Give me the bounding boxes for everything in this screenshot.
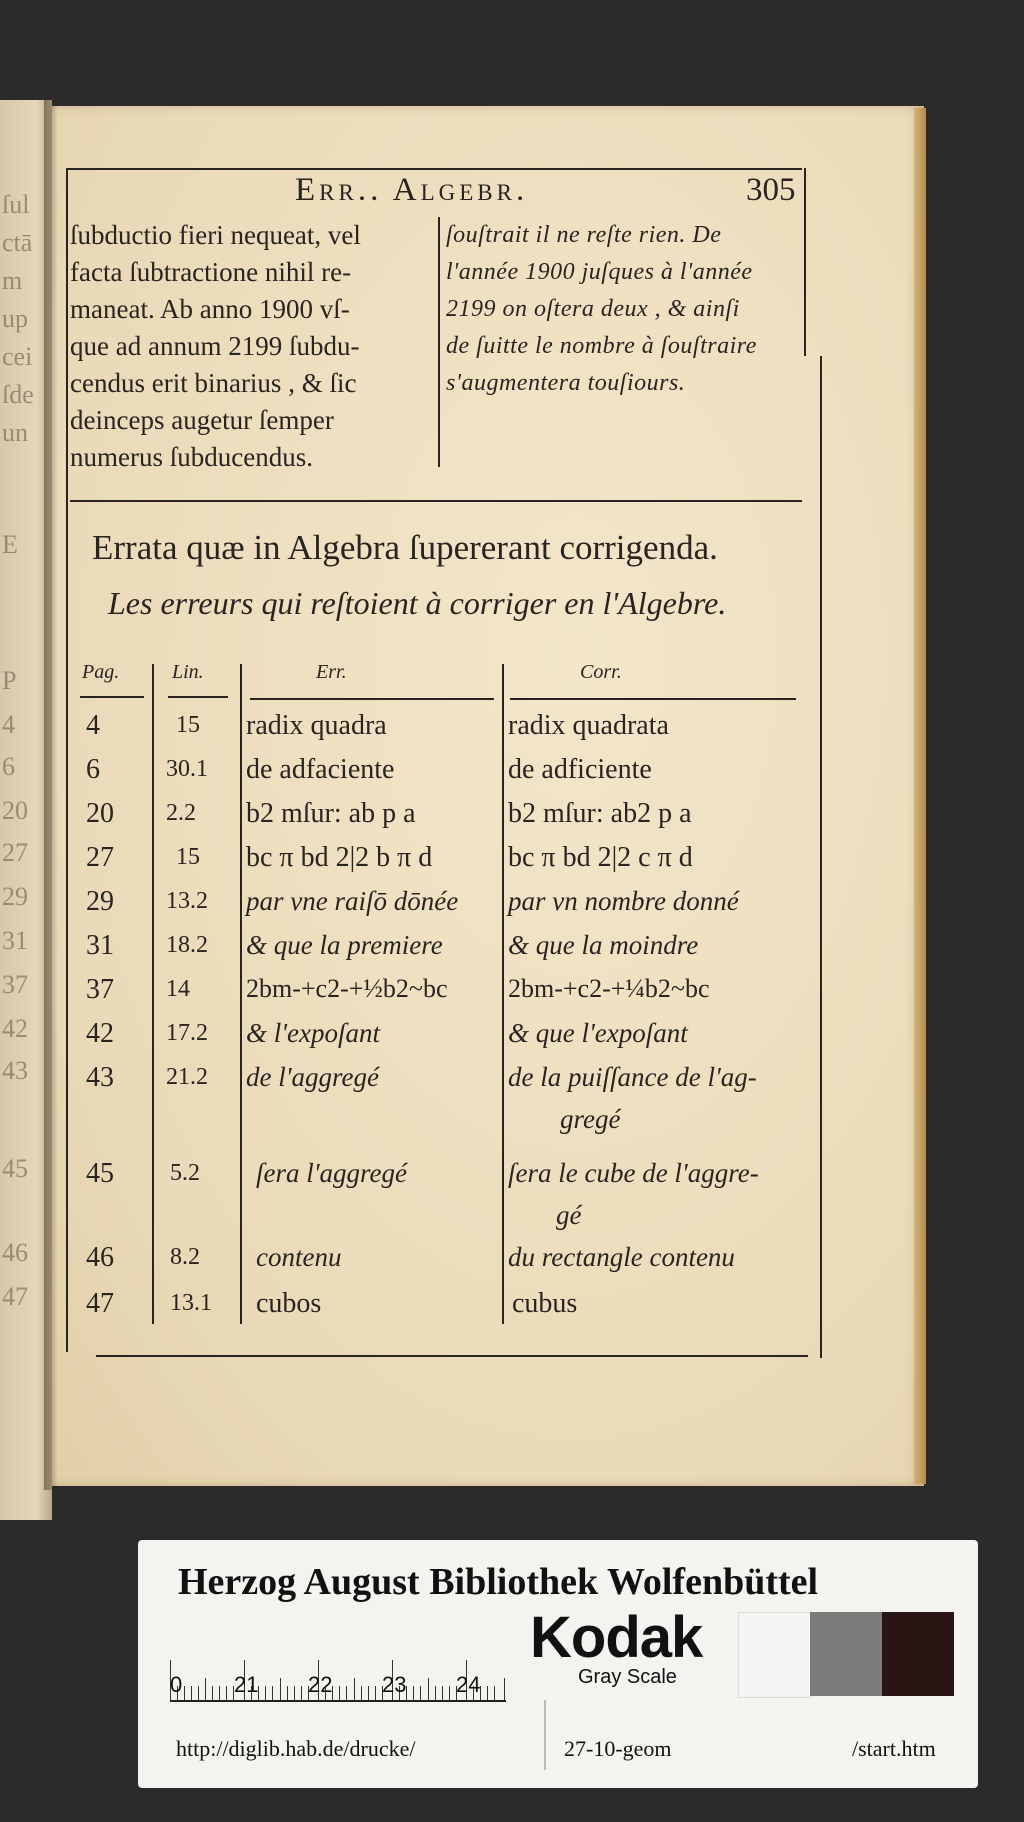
ghost-text: cei	[2, 342, 33, 371]
color-calibration-card	[138, 1540, 978, 1788]
cell-lin: 21.2	[166, 1064, 208, 1090]
header-pag: Pag.	[82, 661, 120, 683]
cell-err: ſera l'aggregé	[256, 1158, 407, 1188]
cell-err: contenu	[256, 1242, 342, 1272]
ruler-number: 0	[170, 1672, 183, 1697]
card-separator	[544, 1700, 546, 1770]
cell-err: radix quadra	[246, 710, 387, 741]
cell-lin: 5.2	[170, 1160, 200, 1186]
errata-title-latin: Errata quæ in Algebra ſupererant corrigenda.	[92, 528, 718, 567]
ruler-tick	[368, 1686, 369, 1700]
ghost-text: 20	[2, 796, 28, 825]
cell-pag: 6	[86, 754, 100, 785]
ruler-tick	[449, 1686, 450, 1700]
cell-err: & que la premiere	[246, 930, 443, 960]
latin-line: maneat. Ab anno 1900 vſ-	[70, 294, 350, 324]
cell-lin: 2.2	[166, 800, 196, 826]
ghost-text: 37	[2, 970, 28, 999]
ghost-text: ſul	[2, 190, 30, 219]
ghost-text: P	[2, 666, 17, 695]
cell-lin: 13.1	[170, 1290, 212, 1316]
cell-corr: du rectangle contenu	[508, 1242, 735, 1272]
gray-swatch	[810, 1612, 882, 1696]
cell-lin: 14	[166, 976, 190, 1002]
header-underline	[80, 696, 144, 698]
latin-line: deinceps augetur ſemper	[70, 405, 334, 435]
ghost-text: 29	[2, 882, 28, 911]
cell-corr: ſera le cube de l'aggre-	[508, 1158, 759, 1188]
ghost-text: 4	[2, 710, 15, 739]
ghost-text: 31	[2, 926, 28, 955]
ruler-tick	[413, 1686, 414, 1700]
ghost-text: 42	[2, 1014, 28, 1043]
ruler-tick	[494, 1686, 495, 1700]
ruler-tick	[265, 1686, 266, 1700]
spine-shadow	[44, 100, 58, 1490]
ruler-number: 22	[308, 1672, 333, 1697]
cell-corr: radix quadrata	[508, 710, 669, 741]
latin-line: que ad annum 2199 ſubdu-	[70, 331, 360, 361]
french-column	[446, 217, 796, 402]
cell-pag: 45	[86, 1158, 114, 1189]
french-line: l'année 1900 juſques à l'année	[446, 259, 753, 285]
cell-lin: 15	[176, 844, 200, 870]
ghost-text: E	[2, 530, 18, 559]
ghost-text: ſde	[2, 380, 34, 409]
cell-corr: & que la moindre	[508, 930, 699, 960]
cell-lin: 18.2	[166, 932, 208, 958]
cell-pag: 43	[86, 1062, 114, 1093]
ghost-text: 43	[2, 1056, 28, 1085]
cell-err: bc π bd 2|2 b π d	[246, 842, 433, 873]
cell-lin: 13.2	[166, 888, 208, 914]
table-divider-2	[240, 664, 242, 1324]
header-underline	[510, 698, 796, 700]
black-swatch	[882, 1612, 954, 1696]
latin-column	[70, 217, 436, 476]
ruler-tick	[504, 1678, 505, 1700]
ruler-tick	[272, 1686, 273, 1700]
table-divider-3	[502, 664, 504, 1324]
white-swatch	[738, 1612, 812, 1698]
ghost-text: 46	[2, 1238, 28, 1267]
french-line: ſouſtrait il ne reſte rien. De	[446, 222, 722, 248]
cell-lin: 15	[176, 712, 200, 738]
frame-right-rule-lower	[820, 356, 822, 1358]
cell-corr: bc π bd 2|2 c π d	[508, 842, 693, 873]
cell-err: cubos	[256, 1288, 322, 1319]
cell-err: de adfaciente	[246, 754, 395, 785]
cell-err: 2bm-+c2-+½b2~bc	[246, 974, 448, 1003]
ruler-tick	[184, 1686, 185, 1700]
header-underline	[168, 696, 228, 698]
cell-corr-continued: gé	[556, 1200, 582, 1230]
header-lin: Lin.	[172, 661, 204, 683]
cell-corr: de adficiente	[508, 754, 652, 785]
latin-line: numerus ſubducendus.	[70, 442, 313, 472]
ruler-tick	[354, 1678, 355, 1700]
cell-pag: 20	[86, 798, 114, 829]
cell-pag: 47	[86, 1288, 114, 1319]
ruler-tick	[420, 1686, 421, 1700]
french-line: s'augmentera touſiours.	[446, 370, 686, 396]
cell-pag: 42	[86, 1018, 114, 1049]
cell-corr: b2 mſur: ab2 p a	[508, 798, 692, 829]
url-right: /start.htm	[852, 1736, 936, 1761]
ruler-tick	[191, 1686, 192, 1700]
bottom-rule	[96, 1355, 808, 1357]
cell-corr: & que l'expoſant	[508, 1018, 688, 1048]
latin-line: facta ſubtractione nihil re-	[70, 257, 352, 287]
cell-pag: 46	[86, 1242, 114, 1273]
section-rule	[70, 500, 802, 502]
ruler-number: 21	[234, 1672, 259, 1697]
library-name: Herzog August Bibliothek Wolfenbüttel	[178, 1561, 819, 1603]
cell-corr: cubus	[512, 1288, 578, 1319]
top-rule	[68, 168, 802, 170]
running-head: Err.. Algebr.	[295, 172, 529, 208]
ruler-tick	[280, 1678, 281, 1700]
ruler-tick	[428, 1678, 429, 1700]
latin-line: ſubductio fieri nequeat, vel	[70, 220, 361, 250]
ruler-tick	[442, 1686, 443, 1700]
cell-pag: 29	[86, 886, 114, 917]
ruler-tick	[212, 1686, 213, 1700]
gray-scale-label: Gray Scale	[578, 1666, 677, 1688]
cell-corr: de la puiſſance de l'ag-	[508, 1062, 757, 1092]
page-edge	[914, 108, 926, 1484]
table-divider-1	[152, 664, 154, 1324]
ruler-tick	[339, 1686, 340, 1700]
cell-pag: 31	[86, 930, 114, 961]
ghost-text: 6	[2, 752, 15, 781]
ghost-text: 45	[2, 1154, 28, 1183]
ruler-tick	[226, 1686, 227, 1700]
ruler-tick	[287, 1686, 288, 1700]
ruler-tick	[346, 1686, 347, 1700]
frame-left-rule	[66, 168, 68, 1352]
kodak-logo: Kodak	[530, 1605, 703, 1670]
url-middle: 27-10-geom	[564, 1736, 672, 1761]
ruler-tick	[205, 1678, 206, 1700]
latin-line: cendus erit binarius , & ſic	[70, 368, 357, 398]
cell-corr: 2bm-+c2-+¼b2~bc	[508, 974, 710, 1003]
page-number: 305	[746, 172, 796, 208]
cell-pag: 27	[86, 842, 114, 873]
url-left: http://diglib.hab.de/drucke/	[176, 1736, 416, 1761]
cell-err: b2 mſur: ab p a	[246, 798, 416, 829]
ruler-tick	[219, 1686, 220, 1700]
ruler-number: 24	[456, 1672, 481, 1697]
cell-pag: 37	[86, 974, 114, 1005]
cell-lin: 8.2	[170, 1244, 200, 1270]
cell-lin: 17.2	[166, 1020, 208, 1046]
header-corr: Corr.	[580, 661, 622, 683]
ruler-tick	[487, 1686, 488, 1700]
ghost-text: ctā	[2, 228, 33, 257]
french-line: 2199 on oſtera deux , & ainſi	[446, 296, 740, 322]
ghost-text: 47	[2, 1282, 28, 1311]
ruler-tick	[198, 1686, 199, 1700]
cell-pag: 4	[86, 710, 100, 741]
french-line: de ſuitte le nombre à ſouſtraire	[446, 333, 757, 359]
ruler-tick	[361, 1686, 362, 1700]
errata-title-french: Les erreurs qui reſtoient à corriger en l'Algebre.	[108, 585, 727, 621]
ruler-number: 23	[382, 1672, 407, 1697]
header-err: Err.	[316, 661, 347, 683]
ruler-tick	[435, 1686, 436, 1700]
ruler-tick	[301, 1686, 302, 1700]
ruler-tick	[375, 1686, 376, 1700]
ghost-text: m	[2, 266, 23, 295]
ghost-text: un	[2, 418, 28, 447]
cell-err: par vne raiſō dōnée	[246, 886, 459, 916]
column-divider	[438, 217, 440, 467]
frame-right-rule-upper	[804, 168, 806, 356]
ghost-text: up	[2, 304, 28, 333]
cell-err: de l'aggregé	[246, 1062, 379, 1092]
cell-lin: 30.1	[166, 756, 208, 782]
ruler-tick	[294, 1686, 295, 1700]
cell-err: & l'expoſant	[246, 1018, 380, 1048]
header-underline	[250, 698, 494, 700]
cell-corr: par vn nombre donné	[508, 886, 739, 916]
ghost-text: 27	[2, 838, 28, 867]
cell-corr-continued: gregé	[560, 1104, 621, 1134]
